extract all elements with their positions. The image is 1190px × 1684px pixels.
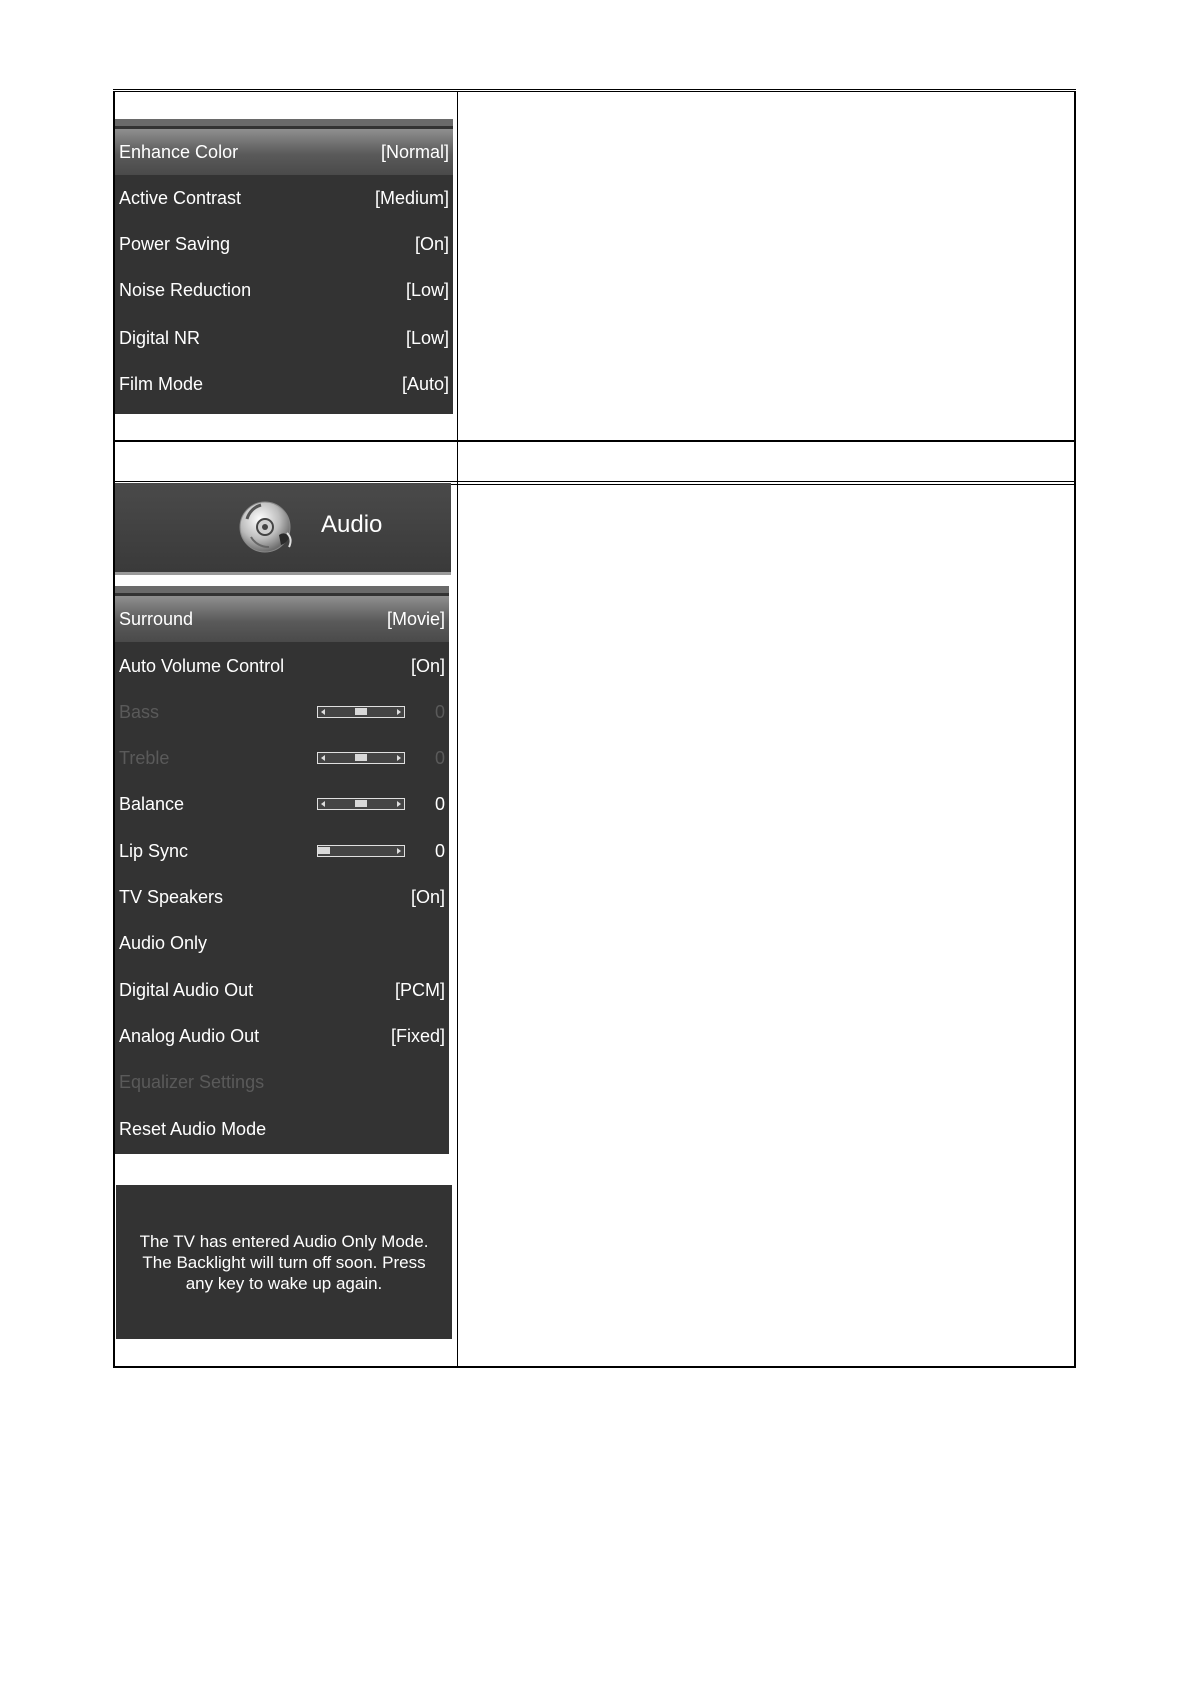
message-line: any key to wake up again. xyxy=(185,1273,383,1293)
row-divider xyxy=(115,481,1074,482)
menu-item-surround[interactable] xyxy=(115,596,449,642)
menu-item-label: Power Saving xyxy=(119,233,231,254)
menu-item-value: [On] xyxy=(410,886,445,907)
menu-item-value: [Medium] xyxy=(374,187,449,208)
menu-item-label: Auto Volume Control xyxy=(119,655,285,676)
menu-item-label: Film Mode xyxy=(119,373,204,394)
slider-left-arrow-icon xyxy=(321,709,325,715)
menu-item-label: Balance xyxy=(119,793,185,814)
message-line: The TV has entered Audio Only Mode. xyxy=(139,1231,429,1251)
slider-left-arrow-icon xyxy=(321,801,325,807)
menu-item-label: Treble xyxy=(119,747,170,768)
menu-item-label: Noise Reduction xyxy=(119,279,252,300)
audio-settings-menu xyxy=(115,586,449,1154)
slider-knob[interactable] xyxy=(355,708,367,715)
slider-right-arrow-icon xyxy=(397,755,401,761)
row-divider xyxy=(115,440,1074,442)
menu-item-auto-volume-control[interactable] xyxy=(115,643,449,689)
bass-slider[interactable] xyxy=(317,706,405,718)
menu-item-active-contrast[interactable] xyxy=(115,175,453,221)
menu-item-value: [Normal] xyxy=(380,141,449,162)
disc-speaker-icon xyxy=(239,497,297,555)
menu-item-digital-nr[interactable] xyxy=(115,315,453,361)
menu-item-label: Reset Audio Mode xyxy=(119,1118,267,1139)
message-line: The Backlight will turn off soon. Press xyxy=(142,1252,426,1272)
menu-item-label: Enhance Color xyxy=(119,141,239,162)
audio-menu-header xyxy=(115,483,451,575)
menu-item-equalizer-settings[interactable] xyxy=(115,1059,449,1105)
menu-item-analog-audio-out[interactable] xyxy=(115,1013,449,1059)
slider-right-arrow-icon xyxy=(397,709,401,715)
menu-item-value: [Movie] xyxy=(386,608,445,629)
menu-item-noise-reduction[interactable] xyxy=(115,267,453,313)
slider-knob[interactable] xyxy=(355,754,367,761)
audio-menu-title: Audio xyxy=(321,511,383,538)
menu-item-value: 0 xyxy=(434,747,445,768)
menu-top-bar xyxy=(115,586,449,593)
menu-item-value: 0 xyxy=(434,793,445,814)
menu-item-balance[interactable] xyxy=(115,781,449,827)
menu-item-label: Digital NR xyxy=(119,327,201,348)
menu-item-label: Active Contrast xyxy=(119,187,242,208)
balance-slider[interactable] xyxy=(317,798,405,810)
menu-item-power-saving[interactable] xyxy=(115,221,453,267)
menu-item-lip-sync[interactable] xyxy=(115,828,449,874)
menu-item-film-mode[interactable] xyxy=(115,361,453,407)
menu-item-label: Equalizer Settings xyxy=(119,1071,265,1092)
menu-item-treble[interactable] xyxy=(115,735,449,781)
slider-knob[interactable] xyxy=(355,800,367,807)
menu-top-bar xyxy=(115,119,453,126)
menu-item-digital-audio-out[interactable] xyxy=(115,967,449,1013)
menu-item-enhance-color[interactable] xyxy=(115,129,453,175)
menu-item-value: [Auto] xyxy=(401,373,449,394)
menu-item-label: Analog Audio Out xyxy=(119,1025,260,1046)
menu-item-value: [Low] xyxy=(405,279,449,300)
menu-item-bass[interactable] xyxy=(115,689,449,735)
slider-right-arrow-icon xyxy=(397,848,401,854)
menu-item-label: Digital Audio Out xyxy=(119,979,254,1000)
picture-settings-menu xyxy=(115,119,453,414)
menu-item-tv-speakers[interactable] xyxy=(115,874,449,920)
menu-item-value: [PCM] xyxy=(394,979,445,1000)
menu-item-label: Lip Sync xyxy=(119,840,189,861)
menu-item-audio-only[interactable] xyxy=(115,920,449,966)
menu-item-value: [On] xyxy=(414,233,449,254)
treble-slider[interactable] xyxy=(317,752,405,764)
slider-knob[interactable] xyxy=(318,847,330,854)
column-divider xyxy=(457,92,458,1366)
menu-item-value: 0 xyxy=(434,840,445,861)
menu-item-value: [Low] xyxy=(405,327,449,348)
menu-item-label: TV Speakers xyxy=(119,886,224,907)
menu-item-label: Surround xyxy=(119,608,194,629)
menu-item-label: Bass xyxy=(119,701,160,722)
menu-item-reset-audio-mode[interactable] xyxy=(115,1106,449,1152)
menu-item-value: [Fixed] xyxy=(390,1025,445,1046)
lip-sync-slider[interactable] xyxy=(317,845,405,857)
slider-right-arrow-icon xyxy=(397,801,401,807)
audio-only-message-box xyxy=(116,1185,452,1339)
menu-item-label: Audio Only xyxy=(119,932,208,953)
menu-item-value: [On] xyxy=(410,655,445,676)
menu-item-value: 0 xyxy=(434,701,445,722)
slider-left-arrow-icon xyxy=(321,755,325,761)
